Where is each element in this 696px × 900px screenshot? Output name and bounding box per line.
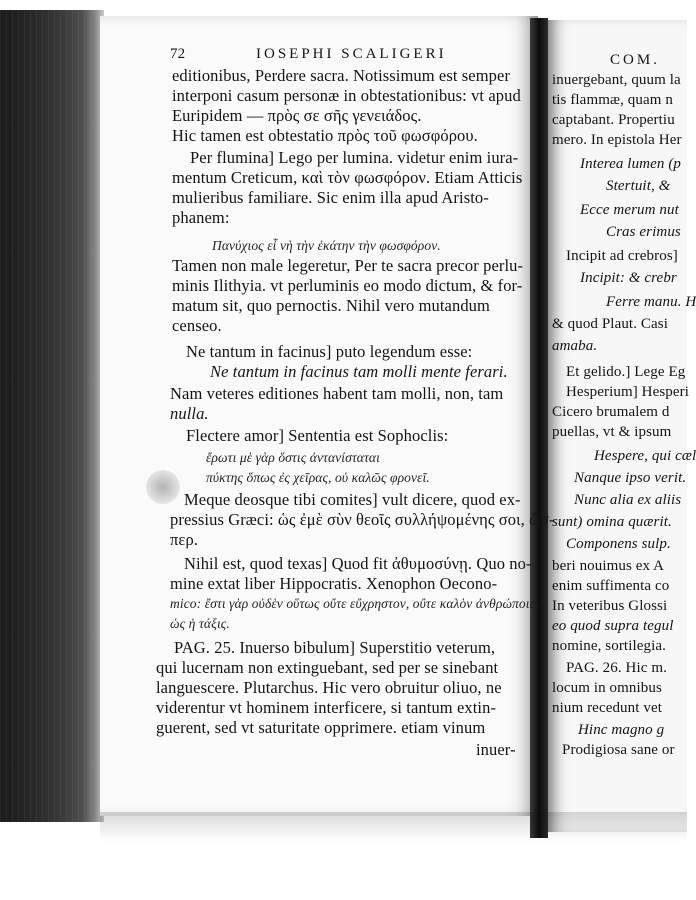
catchword: inuer- [476,740,516,759]
verse-line: Stertuit, & [606,178,671,194]
text-line: sunt) omina quærit. [552,514,672,530]
right-page-text [548,20,696,832]
text-line: enim suffimenta co [552,578,670,594]
text-line: censeo. [172,316,222,335]
text-line: Tamen non male legeretur, Per te sacra precor perlu- [172,256,524,275]
text-line: tis flammæ, quam n [552,92,673,108]
greek-quote: ἔρωτι μὲ γὰρ ὅστις ἀντανίσταται [206,450,380,465]
text-line: phanem: [172,208,230,227]
greek-quote: πύκτης ὅπως ἐς χεῖρας, οὐ καλῶς φρονεῖ. [206,470,430,485]
text-line: nomine, sortilegia. [552,638,666,654]
verse-line: Cras erimus [606,224,681,240]
running-head: IOSEPHI SCALIGERI [256,46,447,62]
text-line: In veteribus Glossi [552,598,668,614]
text-line: amaba. [552,338,598,354]
text-line: Componens sulp. [566,536,671,552]
text-line: interponi casum personæ in obtestationibus: vt apud [172,86,521,105]
book-gutter [530,18,548,838]
text-line: nulla. [170,404,209,423]
verse-line: Nunc alia ex aliis [574,492,682,508]
text-line: PAG. 25. Inuerso bibulum] Superstitio veterum, [174,638,496,657]
text-line: Per flumina] Lego per lumina. videtur enim iura- [190,148,519,167]
text-line: Nam veteres editiones habent tam molli, non, tam [170,384,504,403]
text-line: nium recedunt vet [552,700,662,716]
text-line: guerent, sed vt saturitate opprimere. etiam vinum [156,718,486,737]
text-line: & quod Plaut. Casi [552,316,668,332]
text-line: eo quod supra tegul [552,618,674,634]
text-line: περ. [170,530,199,549]
text-line: Et gelido.] Lege Eg [566,364,686,380]
text-line: viderentur vt hominem interficere, si tantum extin- [156,698,497,717]
verse-line: Hinc magno g [578,722,665,738]
text-line: Nihil est, quod texas] Quod fit ἀθυμοσύνῃ. Quo no- [184,554,532,573]
text-line: inuergebant, quum la [552,72,681,88]
text-line: matum sit, quo pernoctis. Nihil vero mutandum [172,296,490,315]
greek-quote: Πανύχιος εἶ νὴ τὴν ἑκάτην τὴν φωσφόρον. [212,238,441,253]
text-line: languescere. Plutarchus. Hic vero obruitur oliuo, ne [156,678,502,697]
text-line: editionibus, Perdere sacra. Notissimum est semper [172,66,511,85]
text-line: beri nouimus ex A [552,558,665,574]
verse-line: Hespere, qui cæl [594,448,696,464]
text-line: qui lucernam non extinguebant, sed per se sinebant [156,658,499,677]
text-line: minis Ilithyia. vt perluminis eo modo dictum, & for- [172,276,523,295]
text-line: Prodigiosa sane or [562,742,675,758]
verse-line: Interea lumen (p [580,156,682,172]
verse-line: Ecce merum nut [580,202,679,218]
text-line: mine extat liber Hippocratis. Xenophon Oecono- [170,574,498,593]
text-line: Euripidem — πρὸς σε σῆς γενειάδος. [172,106,422,125]
verse-line: Nanque ipso verit. [574,470,687,486]
running-head: COM. [610,52,660,68]
text-line: captabant. Propertiu [552,112,675,128]
text-line: Hic tamen est obtestatio πρὸς τοῦ φωσφόρου. [172,126,478,145]
page-edges [0,10,95,822]
text-line: PAG. 26. Hic m. [566,660,667,676]
text-line: mico: ἔστι γὰρ οὐδὲν οὕτως οὔτε εὔχρηστον, οὔτε καλὸν ἀνθρώποις, [170,596,539,611]
text-line: Hesperium] Hesperi [566,384,690,400]
text-line: Incipit ad crebros] [566,248,678,264]
page-number: 72 [170,46,186,62]
text-line: Flectere amor] Sententia est Sophoclis: [186,426,449,445]
text-line: mero. In epistola Her [552,132,682,148]
text-line: mentum Creticum, καὶ τὸν φωσφόρον. Etiam Atticis [172,168,523,187]
text-line: puellas, vt & ipsum [552,424,672,440]
text-line: ὡς ἡ τάξις. [170,616,230,631]
text-line: Cicero brumalem d [552,404,670,420]
text-line: Meque deosque tibi comites] vult dicere, quod ex- [184,490,521,509]
verse-line: Ferre manu. H [606,294,696,310]
text-line: pressius Græci: ὡς ἐμὲ σὺν θεοῖς συλλήψομένης σοι, ὥσ- [170,510,555,529]
verse-line: Ne tantum in facinus tam molli mente ferari. [210,362,508,381]
text-line: locum in omnibus [552,680,662,696]
paper-stain [146,470,180,504]
verse-line: Incipit: & crebr [580,270,677,286]
text-line: Ne tantum in facinus] puto legendum esse: [186,342,473,361]
text-line: mulieribus familiare. Sic enim illa apud Aristo- [172,188,489,207]
